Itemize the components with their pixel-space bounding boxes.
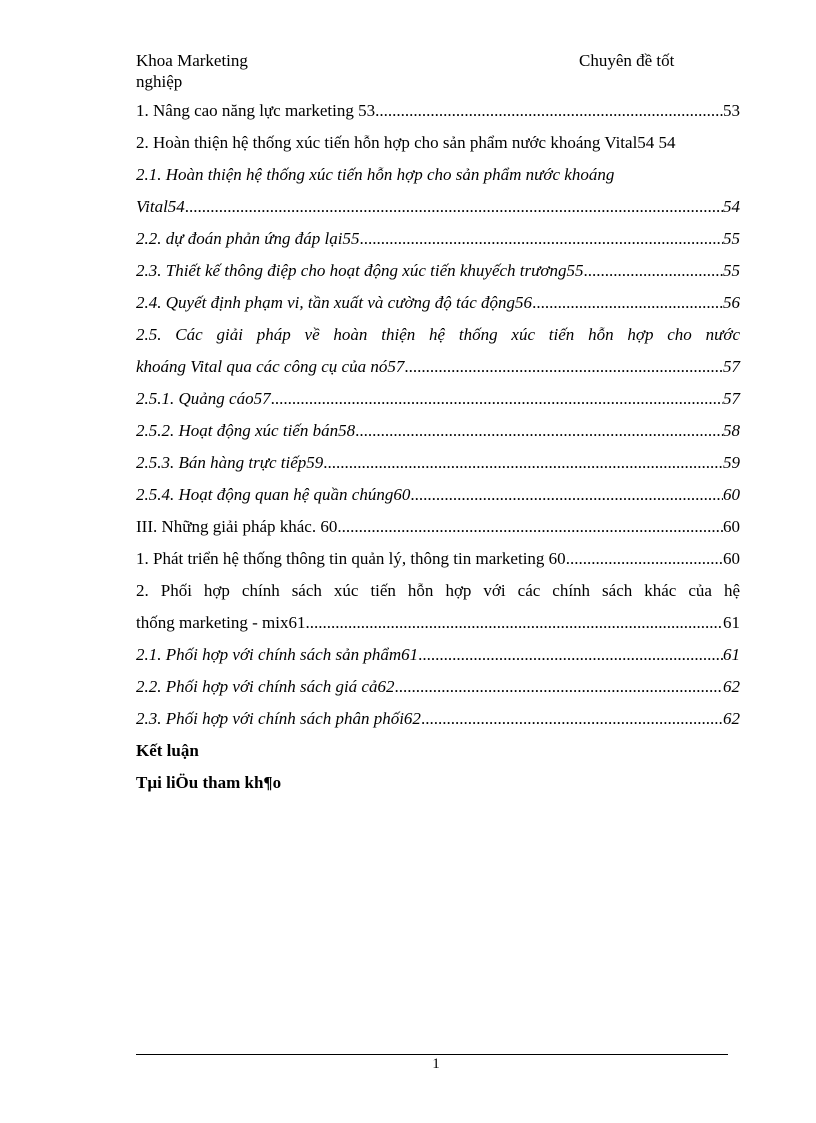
toc-entry-label: III. Những giải pháp khác. 60 xyxy=(136,517,338,536)
toc-entry-label: 2.5.3. Bán hàng trực tiếp59 xyxy=(136,453,324,472)
toc-entry-label: 2.5.1. Quảng cáo57 xyxy=(136,389,271,408)
header-department: Khoa Marketing xyxy=(136,51,248,70)
toc-entry[interactable] xyxy=(136,639,740,671)
toc-entry[interactable] xyxy=(136,319,740,383)
toc-entry-label: 1. Nâng cao năng lực marketing 53 xyxy=(136,101,376,120)
toc-entry-page: 57 xyxy=(723,357,740,376)
toc-entry-page: 62 xyxy=(723,677,740,696)
leader-dots xyxy=(584,255,724,287)
toc-entry[interactable] xyxy=(136,255,740,287)
leader-dots xyxy=(337,511,723,543)
toc-entry-page: 62 xyxy=(723,709,740,728)
toc-entry-label: 2. Hoàn thiện hệ thống xúc tiến hỗn hợp cho sản phẩm nước khoáng Vital54 54 xyxy=(136,133,676,152)
leader-dots xyxy=(355,415,723,447)
toc-entry-label: 2.5.4. Hoạt động quan hệ quần chúng60 xyxy=(136,485,411,504)
toc-entry-label: 2.2. Phối hợp với chính sách giá cả62 xyxy=(136,677,395,696)
toc-entry-page: 56 xyxy=(723,293,740,312)
leader-dots xyxy=(404,351,723,383)
toc-entry-label: thống marketing - mix61 xyxy=(136,613,306,632)
leader-dots xyxy=(375,95,723,127)
toc-entry[interactable] xyxy=(136,511,740,543)
toc-entry[interactable] xyxy=(136,415,740,447)
toc-entry-page: 58 xyxy=(723,421,740,440)
table-of-contents xyxy=(136,95,740,799)
toc-entry[interactable] xyxy=(136,543,740,575)
toc-entry-page: 55 xyxy=(723,261,740,280)
leader-dots xyxy=(532,287,723,319)
toc-entry[interactable] xyxy=(136,575,740,639)
toc-entry[interactable] xyxy=(136,671,740,703)
toc-entry[interactable] xyxy=(136,479,740,511)
leader-dots xyxy=(410,479,723,511)
toc-references[interactable]: Tµi liÖu tham kh¶o xyxy=(136,773,282,792)
header-continuation: nghiệp xyxy=(136,72,183,91)
toc-entry[interactable] xyxy=(136,703,740,735)
toc-entry-page: 55 xyxy=(723,229,740,248)
toc-entry-page: 53 xyxy=(723,101,740,120)
leader-dots xyxy=(421,703,723,735)
leader-dots xyxy=(394,671,723,703)
toc-entry[interactable] xyxy=(136,223,740,255)
header-title: Chuyên đề tốt xyxy=(579,51,675,70)
toc-entry-label: 2.3. Thiết kế thông điệp cho hoạt động xúc tiến khuyếch trương55 xyxy=(136,261,584,280)
toc-entry-page: 61 xyxy=(723,645,740,664)
toc-entry[interactable] xyxy=(136,447,740,479)
toc-entry-page: 59 xyxy=(723,453,740,472)
leader-dots xyxy=(566,543,723,575)
toc-conclusion[interactable]: Kết luận xyxy=(136,741,199,760)
toc-entry-label: 1. Phát triển hệ thống thông tin quản lý, thông tin marketing 60 xyxy=(136,549,566,568)
page-number: 1 xyxy=(432,1056,440,1072)
toc-entry[interactable] xyxy=(136,287,740,319)
toc-entry[interactable] xyxy=(136,95,740,127)
leader-dots xyxy=(306,607,723,639)
toc-entry-label: 2.4. Quyết định phạm vi, tần xuất và cường độ tác động56 xyxy=(136,293,533,312)
header-left xyxy=(136,50,248,92)
toc-entry-label-line1: 2.1. Hoàn thiện hệ thống xúc tiến hỗn hợp cho sản phẩm nước khoáng xyxy=(136,165,615,184)
toc-entry-label: 2.3. Phối hợp với chính sách phân phối62 xyxy=(136,709,421,728)
toc-entry-page: 60 xyxy=(723,517,740,536)
toc-entry-label: 2.2. dự đoán phản ứng đáp lại55 xyxy=(136,229,360,248)
footer-divider xyxy=(136,1054,728,1055)
leader-dots xyxy=(185,191,723,223)
toc-entry-label: khoáng Vital qua các công cụ của nó57 xyxy=(136,357,405,376)
toc-entry-label: 2.1. Phối hợp với chính sách sản phẩm61 xyxy=(136,645,419,664)
toc-entry[interactable] xyxy=(136,159,740,223)
toc-entry[interactable] xyxy=(136,383,740,415)
leader-dots xyxy=(323,447,723,479)
toc-entry-page: 60 xyxy=(723,549,740,568)
toc-entry-page: 54 xyxy=(723,197,740,216)
toc-entry-page: 61 xyxy=(723,613,740,632)
leader-dots xyxy=(418,639,723,671)
leader-dots xyxy=(271,383,723,415)
toc-entry-label-line1: 2.5. Các giải pháp về hoàn thiện hệ thống xúc tiến hỗn hợp cho nước xyxy=(136,325,740,344)
toc-entry-label-line1: 2. Phối hợp chính sách xúc tiến hỗn hợp với các chính sách khác của hệ xyxy=(136,581,740,600)
leader-dots xyxy=(360,223,724,255)
toc-entry-label: 2.5.2. Hoạt động xúc tiến bán58 xyxy=(136,421,356,440)
toc-entry-label: Vital54 xyxy=(136,197,185,216)
toc-entry-page: 57 xyxy=(723,389,740,408)
toc-entry[interactable] xyxy=(136,127,740,159)
toc-entry-page: 60 xyxy=(723,485,740,504)
